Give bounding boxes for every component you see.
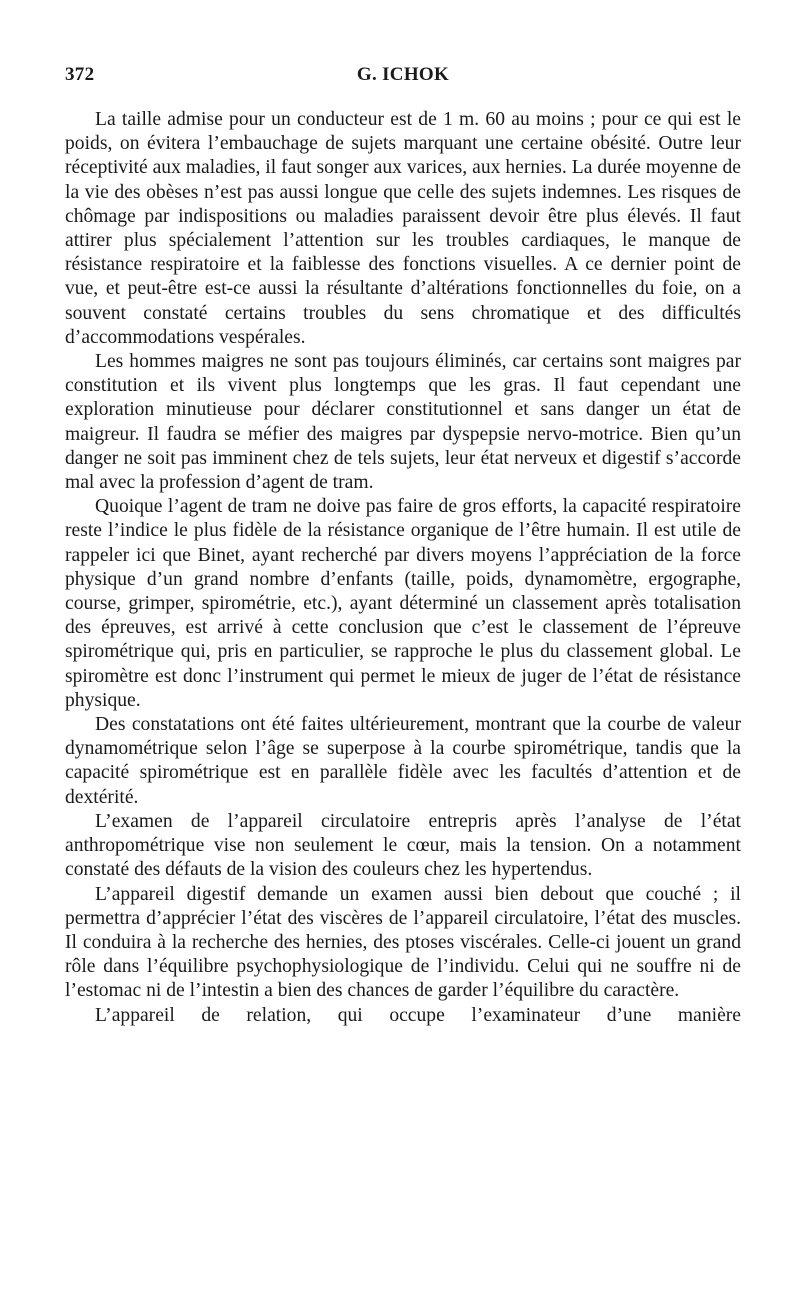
- paragraph-driver-size-weight: La taille admise pour un conducteur est de 1 m. 60 au moins ; pour ce qui est le poids, on évitera l’embauchage de sujets marquant une certaine obésité. Outre leur réceptivité aux maladies, il faut songer aux varices, aux hernies. La durée moyenne de la vie des obèses n’est pas aussi longue que celle des sujets indemnes. Les risques de chômage par indispositions ou maladies paraissent devoir être plus élevés. Il faut attirer plus spécialement l’attention sur les troubles cardiaques, le manque de résistance respiratoire et la faiblesse des fonctions visuelles. A ce dernier point de vue, et peut-être est-ce aussi la résultante d’altérations fonctionnelles du foie, on a souvent constaté certains troubles du sens chromatique et des difficultés d’accommodations vespérales.: [65, 109, 741, 348]
- running-title: G. ICHOK: [356, 64, 450, 85]
- running-header: [65, 64, 741, 94]
- body-text: [65, 108, 741, 1028]
- paragraph-thin-men: Les hommes maigres ne sont pas toujours éliminés, car certains sont maigres par constitution et ils vivent plus longtemps que les gras. Il faut cependant une exploration minutieuse pour déclarer constitutionnel et sans danger un état de maigreur. Il faudra se méfier des maigres par dyspepsie nervo-motrice. Bien qu’un danger ne soit pas imminent chez de tels sujets, leur état nerveux et digestif s’accorde mal avec la profession d’agent de tram.: [65, 351, 741, 494]
- paragraph-respiratory-capacity: Quoique l’agent de tram ne doive pas faire de gros efforts, la capacité respiratoire reste l’indice le plus fidèle de la résistance organique de l’être humain. Il est utile de rappeler ici que Binet, ayant recherché par divers moyens l’appréciation de la force physique d’un grand nombre d’enfants (taille, poids, dynamomètre, ergographe, course, grimper, spirométrie, etc.), ayant déterminé un classement après totalisation des épreuves, est arrivé à cette conclusion que c’est le classement de l’épreuve spirométrique qui, pris en particulier, se rapproche le plus du classement global. Le spiromètre est donc l’instrument qui permet le mieux de juger de l’état de résistance physique.: [65, 496, 741, 711]
- paragraph-circulatory-system: L’examen de l’appareil circulatoire entrepris après l’analyse de l’état anthropométrique vise non seulement le cœur, mais la tension. On a notamment constaté des défauts de la vision des couleurs chez les hypertendus.: [65, 810, 741, 881]
- book-page: [65, 64, 741, 1028]
- paragraph-relational-system: L’appareil de relation, qui occupe l’examinateur d’une manière: [95, 1004, 741, 1026]
- paragraph-digestive-system: L’appareil digestif demande un examen aussi bien debout que couché ; il permettra d’apprécier l’état des viscères de l’appareil circulatoire, l’état des muscles. Il conduira à la recherche des hernies, des ptoses viscérales. Celle-ci jouent un grand rôle dans l’équilibre psychophysiologique de l’individu. Celui qui ne souffre ni de l’estomac ni de l’intestin a bien des chances de garder l’équilibre du caractère.: [65, 883, 741, 1002]
- paragraph-dynamometric-curve: Des constatations ont été faites ultérieurement, montrant que la courbe de valeur dynamométrique selon l’âge se superpose à la courbe spirométrique, tandis que la capacité spirométrique est en parallèle fidèle avec les facultés d’attention et de dextérité.: [65, 714, 741, 808]
- page-number: 372: [65, 64, 95, 85]
